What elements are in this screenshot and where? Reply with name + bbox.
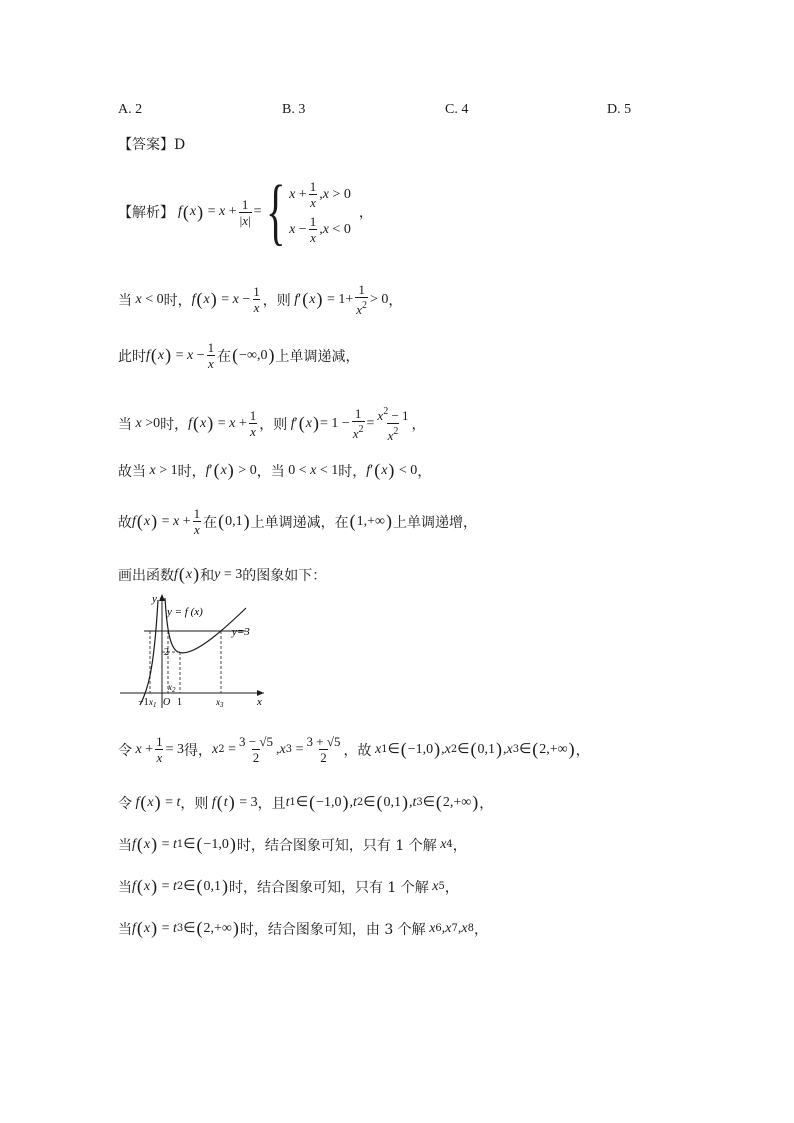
x3-label <box>215 697 224 709</box>
txt: ， <box>452 837 467 854</box>
txt: ，则 <box>259 416 288 433</box>
txt: 时， <box>177 463 206 480</box>
line-solve-equation: 令 x + $\frac{1}{x}$ = 3 得， x 2 = $\frac{3 - √5}{2}$ , x 3 = $\frac{3 + √5}{2}$ ，故 x 1 ∈ ( −1,0 ) , x 2 ∈ ( 0,1 ) , x 3 ∈ ( 2,+∞ ) ， <box>118 734 590 765</box>
txt: ，故 <box>343 742 372 759</box>
x1-label <box>148 697 157 709</box>
line-case-t3: 当 f ( x ) = t 3 ∈ ( 2,+∞ ) 时，结合图象可知，由 3 个解 x 6 , x 7 , x 8 ， <box>118 918 488 938</box>
txt: 故 <box>118 514 132 531</box>
txt: 得， <box>184 742 213 759</box>
x1-sub: 1 <box>153 701 157 709</box>
tick-1: 1 <box>177 697 182 708</box>
line-label: y=3 <box>232 626 250 638</box>
analysis-label: 【解析】 <box>118 205 174 221</box>
txt: ， <box>473 921 488 938</box>
txt: 上单调递减，在 <box>250 514 349 531</box>
txt: 时， <box>163 292 192 309</box>
txt: ， <box>479 795 494 812</box>
txt: 上单调递减， <box>275 348 360 365</box>
txt: 时， <box>160 416 189 433</box>
curve-label: y = f (x) <box>167 606 203 618</box>
piecewise-cases: x + $\frac{1}{x}$ , x > 0 x − $\frac{1}{x}$ , x < 0 <box>289 179 351 245</box>
curve-negative-branch <box>140 600 158 705</box>
txt: 故当 <box>118 463 146 480</box>
txt: 在 <box>203 514 218 531</box>
option-b: B. 3 <box>282 102 306 117</box>
x-axis-label: x <box>257 696 262 708</box>
txt: 当 <box>270 463 285 480</box>
txt: 此时 <box>118 348 146 365</box>
txt: 令 <box>118 795 132 812</box>
x2-sub: 2 <box>172 686 176 694</box>
x3-sub: 3 <box>220 701 224 709</box>
txt: 时，结合图象可知，由 3 个解 <box>239 921 426 938</box>
option-c: C. 4 <box>445 102 469 117</box>
txt: ， <box>388 292 403 309</box>
line-monotonic: 故 f ( x ) = x + $\frac{1}{x}$ 在 ( 0,1 ) 上单调递减，在 ( 1,+∞ ) 上单调递增， <box>118 506 478 537</box>
x1-letter: x <box>149 697 153 707</box>
line-case-t1: 当 f ( x ) = t 1 ∈ ( −1,0 ) 时，结合图象可知，只有 1 个解 x 4 ， <box>118 834 467 854</box>
txt: ， <box>417 463 432 480</box>
option-a: A. 2 <box>118 102 143 117</box>
line-case-t2: 当 f ( x ) = t 2 ∈ ( 0,1 ) 时，结合图象可知，只有 1 个解 x 5 ， <box>118 876 459 896</box>
line-sign-derivative: 故当 x > 1 时， f ′ ( x ) > 0 ， 当 0 < x < 1 时， f ′ ( x ) < 0 ， <box>118 460 432 480</box>
origin-label: O <box>163 697 171 708</box>
function-graph <box>118 590 268 710</box>
txt: ， <box>444 879 459 896</box>
answer-line: 【答案】D <box>118 137 186 153</box>
analysis-line: 【解析】 f ( x ) = x + $\frac{1}{|x|}$ = { x + $\frac{1}{x}$ , x > 0 x − $\frac{1}{x}$ , x < 0 ， <box>118 171 373 253</box>
comma: ， <box>358 205 373 221</box>
txt: ， <box>411 416 426 433</box>
txt: 时，结合图象可知，只有 1 个解 <box>228 879 429 896</box>
line-substitution: 令 f ( x ) = t ，则 f ( t ) = 3 ，且 t 1 ∈ ( −1,0 ) , t 2 ∈ ( 0,1 ) , t 3 ∈ ( 2,+∞ ) ， <box>118 792 494 812</box>
txt: 时，结合图象可知，只有 1 个解 <box>236 837 437 854</box>
x2-letter: x <box>168 682 172 692</box>
line-draw-graph: 画出函数 f ( x ) 和 y = 3 的图象如下： <box>118 564 327 584</box>
txt: ， <box>575 742 590 759</box>
y-axis-arrow-icon <box>159 594 165 601</box>
txt: 令 <box>118 742 132 759</box>
txt: ，且 <box>257 795 286 812</box>
txt: ，则 <box>262 292 291 309</box>
x3-letter: x <box>216 697 220 707</box>
tick-neg1: −1 <box>138 697 149 708</box>
txt: 当 <box>118 416 132 433</box>
txt: ，则 <box>180 795 209 812</box>
line-x-pos: 当 x >0 时， f ( x ) = x + $\frac{1}{x}$ ，则 f ′ ( x ) = 1 − $\frac{1}{x^2}$ = $\frac{x^2 - 1}{x^2}$ ， <box>118 406 426 443</box>
option-d: D. 5 <box>607 102 632 117</box>
line-neg-decreasing: 此时 f ( x ) = x − $\frac{1}{x}$ 在 ( −∞,0 ) 上单调递减， <box>118 340 360 371</box>
tick-2: 2 <box>164 647 169 658</box>
txt: 当 <box>118 879 132 896</box>
y-axis-label: y <box>152 593 157 605</box>
txt: 时， <box>338 463 367 480</box>
txt: 在 <box>217 348 232 365</box>
txt: 的图象如下： <box>242 567 327 584</box>
txt: 上单调递增， <box>393 514 478 531</box>
txt: 当 <box>118 292 132 309</box>
txt: 画出函数 <box>118 567 174 584</box>
txt: 当 <box>118 837 132 854</box>
txt: 当 <box>118 921 132 938</box>
line-x-neg: 当 x < 0 时， f ( x ) = x − $\frac{1}{x}$ ，则 f ′ ( x ) = 1+ $\frac{1}{x^2}$ > 0 ， <box>118 282 403 317</box>
txt: 和 <box>200 567 215 584</box>
